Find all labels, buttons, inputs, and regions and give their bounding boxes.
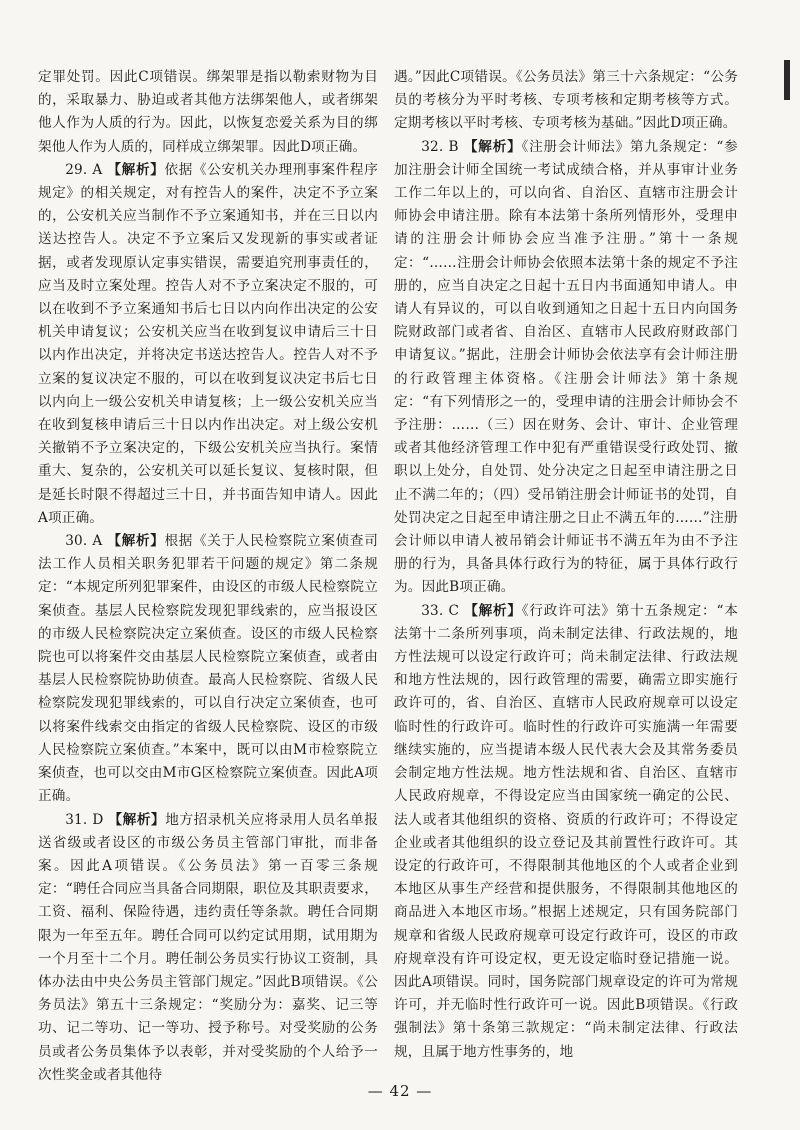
answer-text: 依据《公安机关办理刑事案件程序规定》的相关规定，对有控告人的案件，决定不予立案的，公安机关应当制作不予立案通知书，并在三日以内送达控告人。决定不予立案后又发现新的事实或者证据，或者发现原认定事实错误，需要追究刑事责任的，应当及时立案处理。控告人对不予立案决定不服的，可以在收到不予立案通知书后七日以内向作出决定的公安机关申请复议；公安机关应当在收到复议申请后三十日以内作出决定，并将决定书送达控告人。控告人对不予立案的复议决定不服的，可以在收到复议决定书后七日以内向上一级公安机关申请复核；上一级公安机关应当在收到复核申请后三十日以内作出决定。对上级公安机关撤销不予立案决定的，下级公安机关应当执行。案情重大、复杂的，公安机关可以延长复议、复核时限，但是延长时限不得超过三十日，并书面告知申请人。因此A项正确。 bbox=[38, 161, 378, 526]
answer-number: 32. B bbox=[421, 138, 459, 155]
answer-number: 33. C bbox=[421, 602, 460, 619]
binding-edge-mark bbox=[784, 60, 790, 100]
paragraph-continuation bbox=[38, 66, 378, 159]
analysis-tag: 【解析】 bbox=[107, 533, 165, 550]
answer-number: 31. D bbox=[65, 811, 104, 828]
analysis-tag: 【解析】 bbox=[107, 161, 165, 178]
paragraph-text: 定罪处罚。因此C项错误。绑架罪是指以勒索财物为目的，采取暴力、胁迫或者其他方法绑架他人，或者绑架他人作为人质的行为。因此，以恢复恋爱关系为目的绑架他人作为人质的，同样成立绑架罪。因此D项正确。 bbox=[38, 69, 378, 155]
paragraph-continuation bbox=[394, 66, 738, 136]
answer-text: 《注册会计师法》第九条规定：“参加注册会计师全国统一考试成绩合格，并从事审计业务工作二年以上的，可以向省、自治区、直辖市注册会计师协会申请注册。除有本法第十条所列情形外，受理申请的注册会计师协会应当准予注册。”第十一条规定：“……注册会计师协会依照本法第十条的规定不予注册的，应当自决定之日起十五日内书面通知申请人。申请人有异议的，可以自收到通知之日起十五日内向国务院财政部门或者省、自治区、直辖市人民政府财政部门申请复议。”据此，注册会计师协会依法享有会计师注册的行政管理主体资格。《注册会计师法》第十条规定：“有下列情形之一的，受理申请的注册会计师协会不予注册：……（三）因在财务、会计、审计、企业管理或者其他经济管理工作中犯有严重错误受行政处罚、撤职以上处分，自处罚、处分决定之日起至申请注册之日止不满二年的；（四）受吊销注册会计师证书的处罚，自处罚决定之日起至申请注册之日止不满五年的……”注册会计师以申请人被吊销会计师证书不满五年为由不予注册的行为，具备具体行政行为的特征，属于具体行政行为。因此B项正确。 bbox=[394, 138, 738, 596]
answer-29 bbox=[38, 159, 378, 530]
answer-30 bbox=[38, 530, 378, 808]
left-column bbox=[38, 66, 378, 1087]
paragraph-text: 遇。”因此C项错误。《公务员法》第三十六条规定：“公务员的考核分为平时考核、专项考核和定期考核等方式。定期考核以平时考核、专项考核为基础。”因此D项正确。 bbox=[394, 69, 738, 132]
answer-32 bbox=[394, 136, 738, 600]
answer-31 bbox=[38, 809, 378, 1087]
answer-number: 29. A bbox=[65, 161, 103, 178]
analysis-tag: 【解析】 bbox=[464, 602, 522, 619]
page-number: — 42 — bbox=[367, 1082, 433, 1100]
answer-text: 地方招录机关应将录用人员名单报送省级或者设区的市级公务员主管部门审批，而非备案。因此A项错误。《公务员法》第一百零三条规定：“聘任合同应当具备合同期限，职位及其职责要求，工资、福利、保险待遇，违约责任等条款。聘任合同期限为一年至五年。聘任合同可以约定试用期，试用期为一个月至十二个月。聘任制公务员实行协议工资制，具体办法由中央公务员主管部门规定。”因此B项错误。《公务员法》第五十三条规定：“奖励分为：嘉奖、记三等功、记二等功、记一等功、授予称号。对受奖励的公务员或者公务员集体予以表彰，并对受奖励的个人给予一次性奖金或者其他待 bbox=[38, 811, 378, 1083]
right-column bbox=[394, 66, 738, 1064]
answer-33 bbox=[394, 600, 738, 1064]
answer-number: 30. A bbox=[65, 533, 103, 550]
analysis-tag: 【解析】 bbox=[463, 138, 522, 155]
answer-text: 根据《关于人民检察院立案侦查司法工作人员相关职务犯罪若干问题的规定》第二条规定：“本规定所列犯罪案件，由设区的市级人民检察院立案侦查。基层人民检察院发现犯罪线索的，应当报设区的市级人民检察院决定立案侦查。设区的市级人民检察院也可以将案件交由基层人民检察院立案侦查，或者由基层人民检察院协助侦查。最高人民检察院、省级人民检察院发现犯罪线索的，可以自行决定立案侦查，也可以将案件线索交由指定的省级人民检察院、设区的市级人民检察院立案侦查。”本案中，既可以由M市检察院立案侦查，也可以交由M市G区检察院立案侦查。因此A项正确。 bbox=[38, 533, 378, 805]
answer-text: 《行政许可法》第十五条规定：“本法第十二条所列事项，尚未制定法律、行政法规的，地方性法规可以设定行政许可；尚未制定法律、行政法规和地方性法规的，因行政管理的需要，确需立即实施行政许可的，省、自治区、直辖市人民政府规章可以设定临时性的行政许可。临时性的行政许可实施满一年需要继续实施的，应当提请本级人民代表大会及其常务委员会制定地方性法规。地方性法规和省、自治区、直辖市人民政府规章，不得设定应当由国家统一确定的公民、法人或者其他组织的资格、资质的行政许可；不得设定企业或者其他组织的设立登记及其前置性行政许可。其设定的行政许可，不得限制其他地区的个人或者企业到本地区从事生产经营和提供服务，不得限制其他地区的商品进入本地区市场。”根据上述规定，只有国务院部门规章和省级人民政府规章可设定行政许可，设区的市政府规章没有许可设定权，更无设定临时登记措施一说。因此A项错误。同时，国务院部门规章设定的许可为常规许可，并无临时性行政许可一说。因此B项错误。《行政强制法》第十条第三款规定：“尚未制定法律、行政法规，且属于地方性事务的，地 bbox=[394, 602, 738, 1060]
analysis-tag: 【解析】 bbox=[108, 811, 166, 828]
